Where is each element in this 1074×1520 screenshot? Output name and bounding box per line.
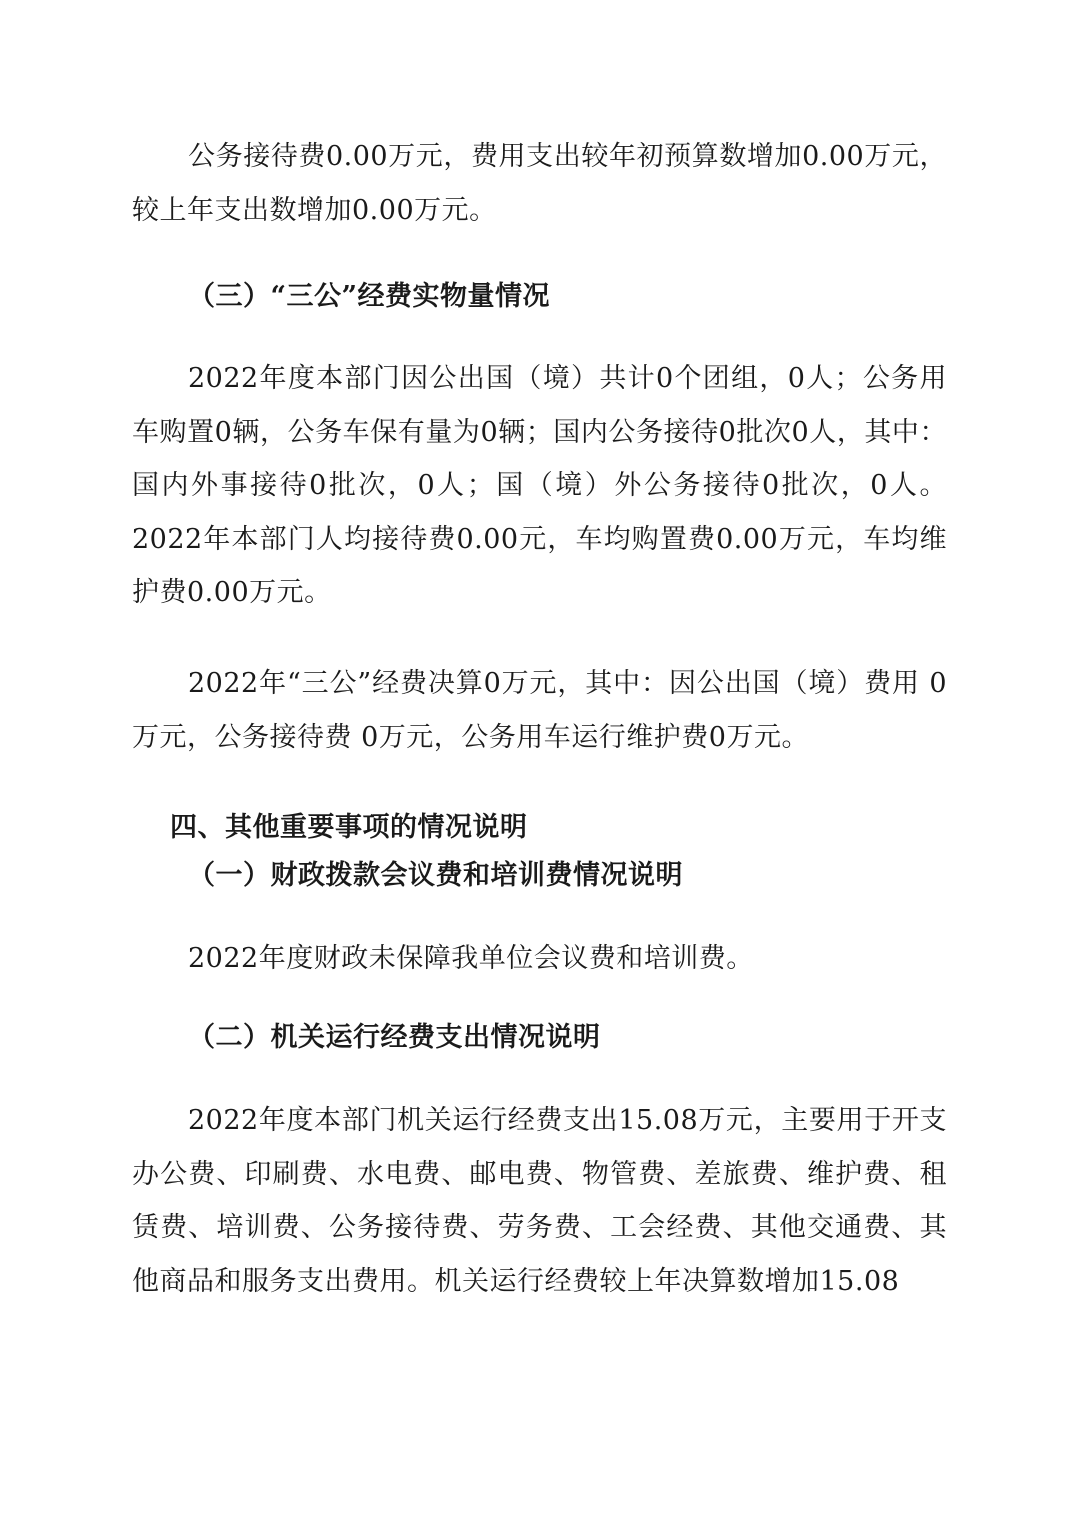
heading-operation-expense: （二）机关运行经费支出情况说明 [188, 1022, 601, 1053]
heading-three-public-physical: （三）“三公”经费实物量情况 [188, 281, 551, 312]
heading-section-four: 四、其他重要事项的情况说明 [170, 812, 528, 843]
paragraph-physical-quantity: 2022年度本部门因公出国（境）共计0个团组，0人；公务用车购置0辆，公务车保有量为0辆；国内公务接待0批次0人，其中：国内外事接待0批次，0人；国（境）外公务接待0批次，0人。2022年本部门人均接待费0.00元，车均购置费0.00万元，车均维护费0.00万元。 [132, 363, 947, 608]
paragraph-meeting-training: 2022年度财政未保障我单位会议费和培训费。 [188, 943, 754, 974]
paragraph-reception-fee: 公务接待费0.00万元，费用支出较年初预算数增加0.00万元，较上年支出数增加0.00万元。 [132, 141, 947, 226]
paragraph-operation-expense: 2022年度本部门机关运行经费支出15.08万元，主要用于开支办公费、印刷费、水电费、邮电费、物管费、差旅费、维护费、租赁费、培训费、公务接待费、劳务费、工会经费、其他交通费、其他商品和服务支出费用。机关运行经费较上年决算数增加15.08 [132, 1105, 947, 1297]
heading-meeting-training: （一）财政拨款会议费和培训费情况说明 [188, 860, 683, 891]
paragraph-three-public-final: 2022年“三公”经费决算0万元，其中：因公出国（境）费用 0 万元，公务接待费 0万元，公务用车运行维护费0万元。 [132, 668, 947, 753]
